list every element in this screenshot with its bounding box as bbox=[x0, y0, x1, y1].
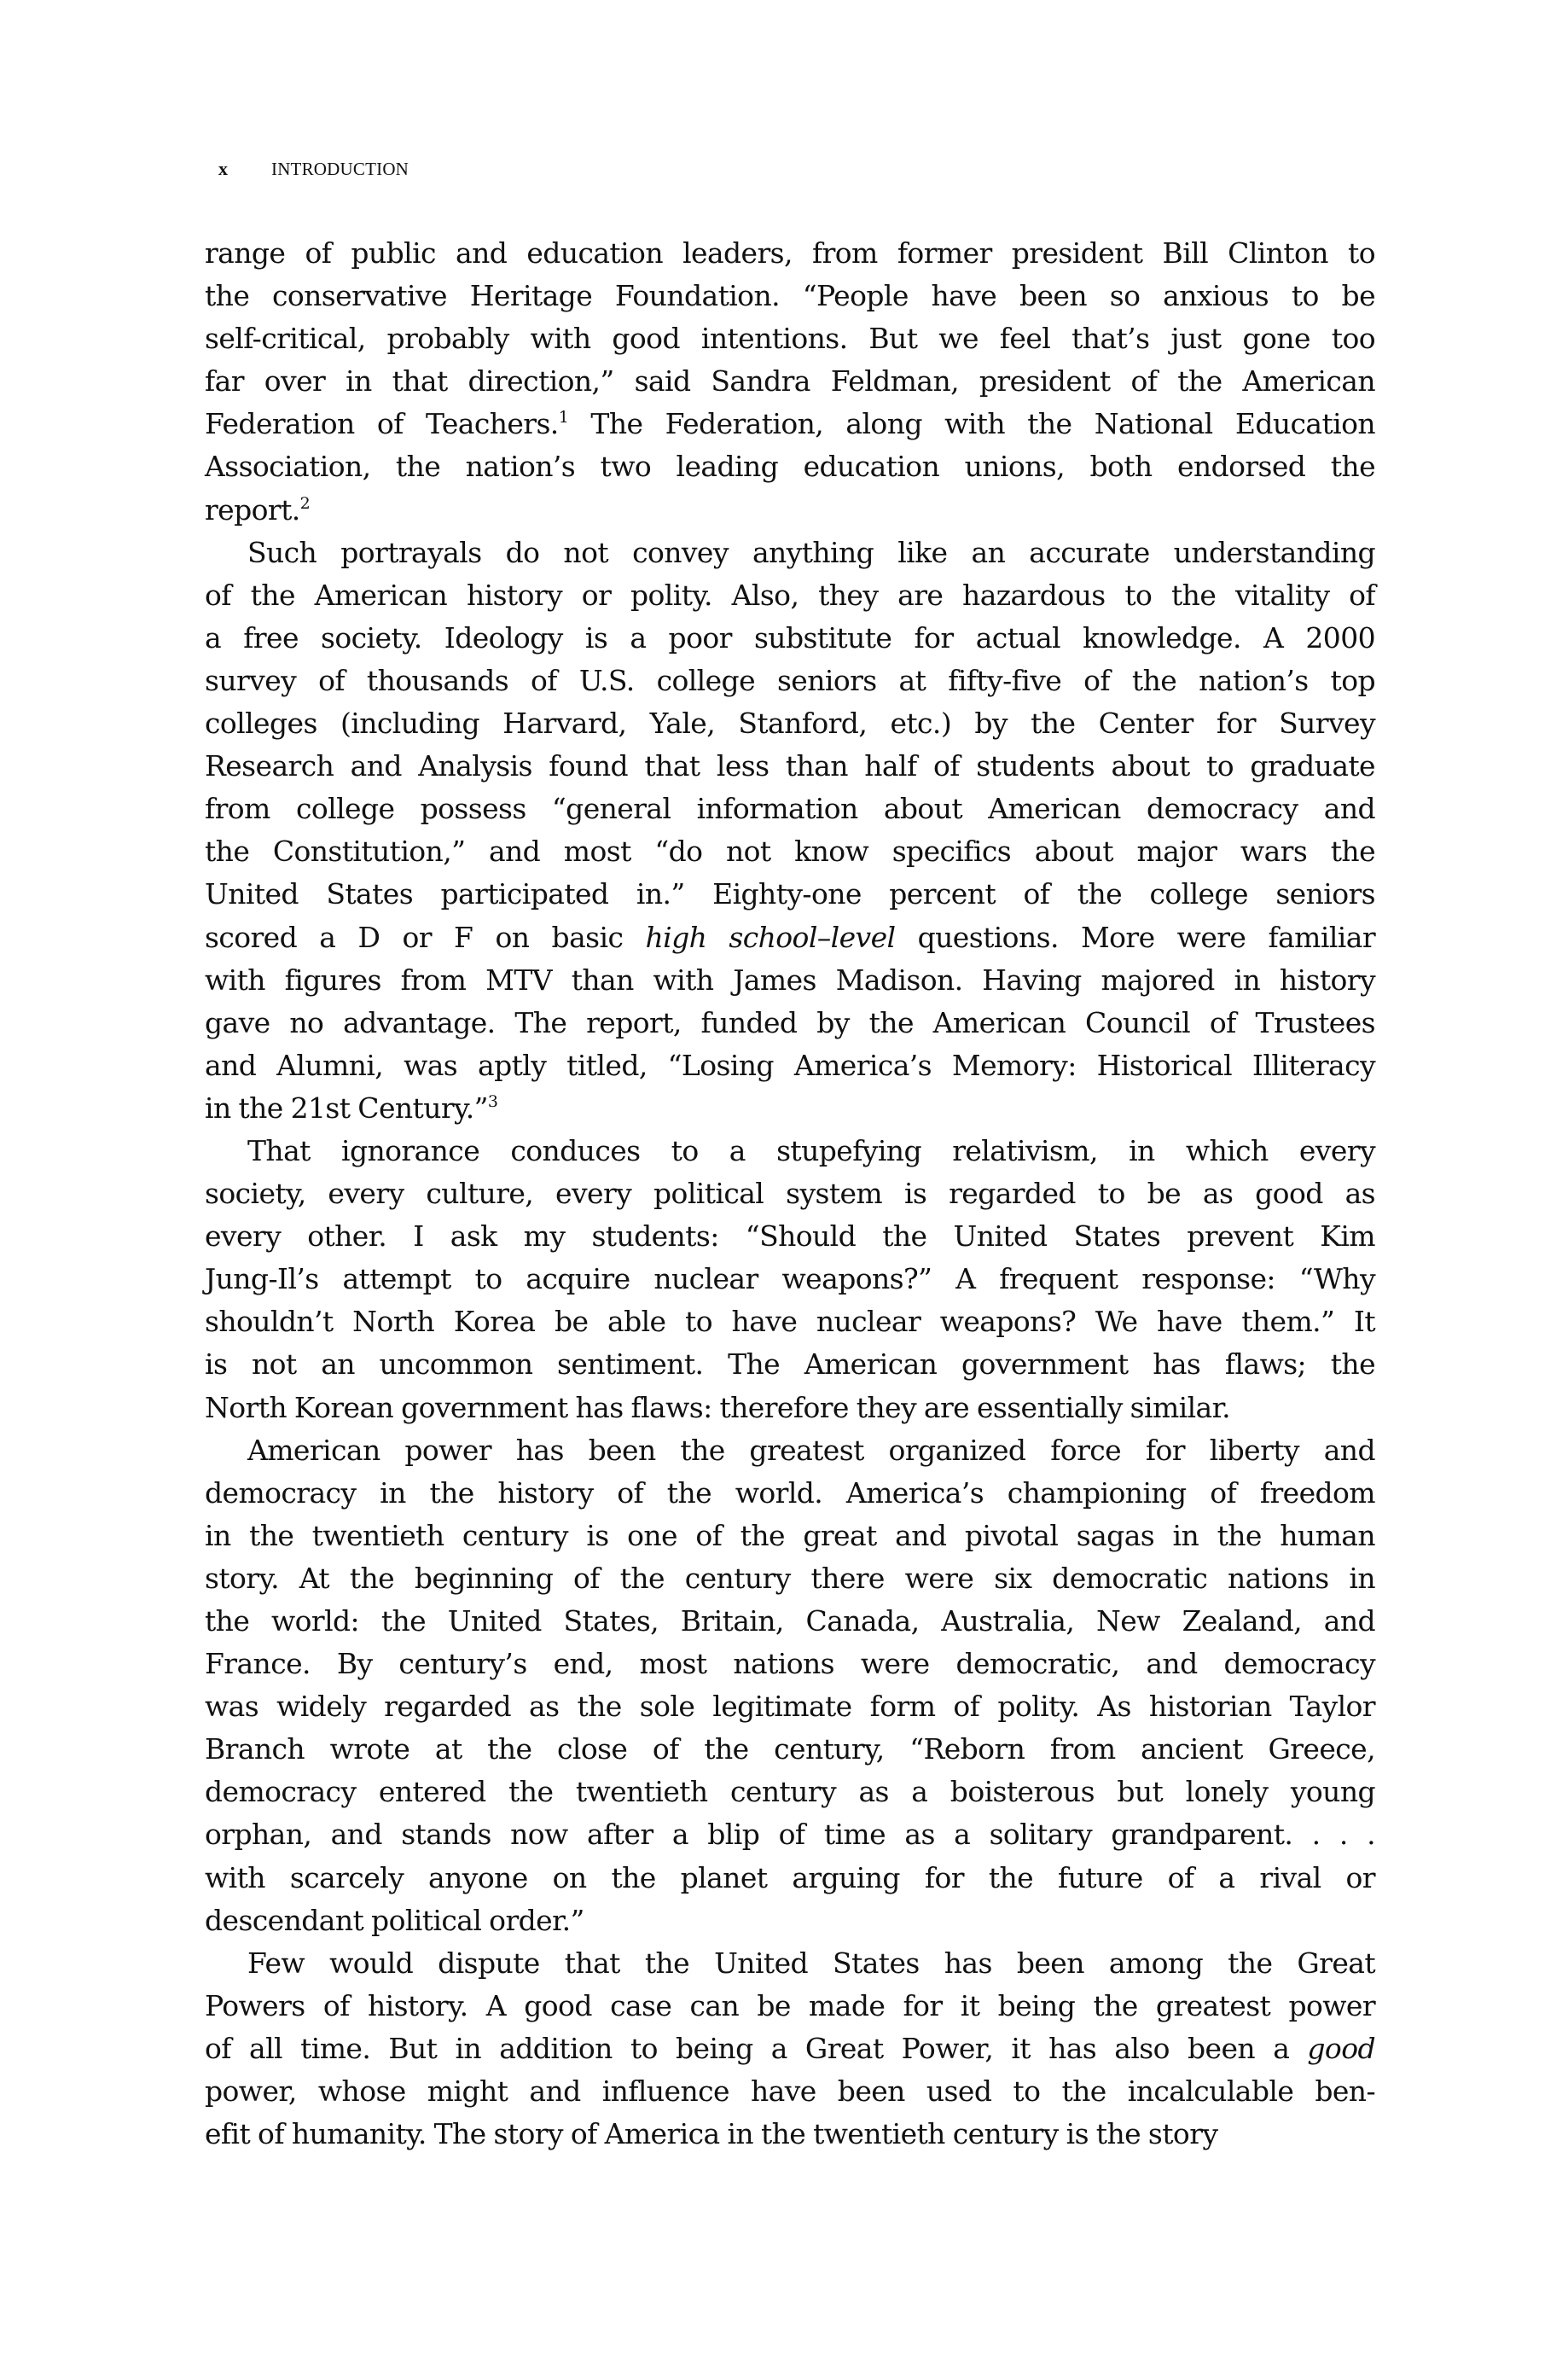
text-line bbox=[205, 916, 1375, 959]
italic-text: good bbox=[1307, 2031, 1375, 2065]
page-number: x bbox=[218, 158, 228, 179]
text-run: with figures from MTV than with James Madison. Having majored in history bbox=[205, 963, 1375, 997]
text-run: and Alumni, was aptly titled, “Losing America’s Memory: Historical Illiteracy bbox=[205, 1048, 1375, 1082]
text-line bbox=[205, 1771, 1375, 1813]
text-line bbox=[205, 2070, 1375, 2113]
text-line bbox=[205, 489, 1375, 532]
text-line bbox=[205, 702, 1375, 745]
text-run: report. bbox=[205, 492, 300, 527]
paragraph bbox=[205, 1942, 1375, 2156]
text-line bbox=[205, 1643, 1375, 1685]
footnote-marker[interactable]: 2 bbox=[299, 493, 311, 513]
text-line bbox=[205, 317, 1375, 360]
text-run: society, every culture, every political system is regarded to be as good as bbox=[205, 1177, 1375, 1211]
text-line bbox=[205, 2113, 1375, 2156]
text-line bbox=[205, 830, 1375, 873]
text-run: gave no advantage. The report, funded by the American Council of Trustees bbox=[205, 1005, 1375, 1039]
text-run: Jung-Il’s attempt to acquire nuclear weapons?” A frequent response: “Why bbox=[205, 1262, 1375, 1296]
footnote-marker[interactable]: 1 bbox=[558, 408, 569, 428]
text-line bbox=[205, 1215, 1375, 1258]
section-title: INTRODUCTION bbox=[271, 159, 409, 179]
text-run: survey of thousands of U.S. college seniors at fifty-five of the nation’s top bbox=[205, 663, 1375, 697]
text-run: orphan, and stands now after a blip of time as a solitary grandparent. . . . bbox=[205, 1818, 1375, 1852]
text-run: shouldn’t North Korea be able to have nuclear weapons? We have them.” It bbox=[205, 1305, 1375, 1339]
text-run: North Korean government has flaws: therefore they are essentially similar. bbox=[205, 1390, 1231, 1424]
text-run: self-critical, probably with good intentions. But we feel that’s just gone too bbox=[205, 322, 1375, 356]
text-run: France. By century’s end, most nations were democratic, and democracy bbox=[205, 1647, 1375, 1681]
text-run: Association, the nation’s two leading education unions, both endorsed the bbox=[205, 450, 1375, 484]
text-run: Few would dispute that the United States has been among the Great bbox=[247, 1946, 1375, 1980]
text-line bbox=[205, 445, 1375, 488]
text-line bbox=[205, 574, 1375, 617]
text-line bbox=[205, 745, 1375, 788]
text-run: democracy entered the twentieth century as a boisterous but lonely young bbox=[205, 1775, 1375, 1809]
text-line bbox=[205, 1985, 1375, 2028]
text-run: far over in that direction,” said Sandra Feldman, president of the American bbox=[205, 364, 1375, 399]
body-text bbox=[205, 232, 1375, 2156]
text-line bbox=[205, 1429, 1375, 1472]
text-line bbox=[205, 403, 1375, 445]
text-run: democracy in the history of the world. America’s championing of freedom bbox=[205, 1475, 1375, 1510]
text-run: scored a D or F on basic bbox=[205, 920, 646, 954]
text-line bbox=[205, 1258, 1375, 1300]
text-line bbox=[205, 1387, 1375, 1429]
text-line bbox=[205, 1172, 1375, 1215]
text-run: Branch wrote at the close of the century, “Reborn from ancient Greece, bbox=[205, 1732, 1375, 1766]
text-line bbox=[205, 1002, 1375, 1044]
text-line bbox=[205, 788, 1375, 830]
text-run: Research and Analysis found that less than half of students about to graduate bbox=[205, 749, 1375, 783]
paragraph bbox=[205, 532, 1375, 1130]
text-run: That ignorance conduces to a stupefying relativism, in which every bbox=[247, 1133, 1375, 1167]
text-line bbox=[205, 873, 1375, 916]
text-run: with scarcely anyone on the planet arguing for the future of a rival or bbox=[205, 1860, 1375, 1894]
text-run: descendant political order.” bbox=[205, 1903, 584, 1937]
text-run: in the 21st Century.” bbox=[205, 1091, 488, 1125]
text-line bbox=[205, 360, 1375, 403]
text-line bbox=[205, 1685, 1375, 1728]
paragraph bbox=[205, 1130, 1375, 1429]
italic-text: high school–level bbox=[645, 920, 896, 954]
text-line bbox=[205, 1472, 1375, 1515]
text-run: American power has been the greatest organized force for liberty and bbox=[247, 1433, 1375, 1467]
text-run: colleges (including Harvard, Yale, Stanford, etc.) by the Center for Survey bbox=[205, 707, 1375, 741]
text-run: the conservative Heritage Foundation. “People have been so anxious to be bbox=[205, 279, 1375, 313]
text-line bbox=[205, 617, 1375, 660]
paragraph bbox=[205, 1429, 1375, 1942]
text-run: The Federation, along with the National Education bbox=[568, 407, 1375, 441]
text-line bbox=[205, 275, 1375, 317]
text-line bbox=[205, 1600, 1375, 1643]
text-line bbox=[205, 1515, 1375, 1557]
text-line bbox=[205, 1813, 1375, 1856]
text-line bbox=[205, 1343, 1375, 1386]
text-line bbox=[205, 1557, 1375, 1600]
text-run: from college possess “general information about American democracy and bbox=[205, 792, 1375, 826]
text-line bbox=[205, 2028, 1375, 2070]
text-line bbox=[205, 1130, 1375, 1172]
text-run: in the twentieth century is one of the great and pivotal sagas in the human bbox=[205, 1518, 1375, 1552]
text-run: the world: the United States, Britain, Canada, Australia, New Zealand, and bbox=[205, 1604, 1375, 1638]
text-run: United States participated in.” Eighty-one percent of the college seniors bbox=[205, 877, 1375, 911]
text-run: questions. More were familiar bbox=[895, 920, 1375, 954]
running-head bbox=[218, 159, 409, 179]
text-line bbox=[205, 1044, 1375, 1087]
text-line bbox=[205, 1942, 1375, 1985]
paragraph bbox=[205, 232, 1375, 532]
text-run: efit of humanity. The story of America in the twentieth century is the story bbox=[205, 2117, 1218, 2151]
text-line bbox=[205, 959, 1375, 1002]
text-run: story. At the beginning of the century there were six democratic nations in bbox=[205, 1561, 1375, 1595]
text-line bbox=[205, 1857, 1375, 1900]
text-run: of all time. But in addition to being a Great Power, it has also been a bbox=[205, 2031, 1308, 2065]
text-run: of the American history or polity. Also, they are hazardous to the vitality of bbox=[205, 578, 1375, 612]
text-run: a free society. Ideology is a poor substitute for actual knowledge. A 2000 bbox=[205, 620, 1375, 655]
text-run: the Constitution,” and most “do not know specifics about major wars the bbox=[205, 835, 1375, 869]
text-run: Powers of history. A good case can be made for it being the greatest power bbox=[205, 1988, 1375, 2022]
text-run: Such portrayals do not convey anything like an accurate understanding bbox=[247, 535, 1375, 569]
text-line bbox=[205, 1087, 1375, 1130]
text-run: range of public and education leaders, from former president Bill Clinton to bbox=[205, 236, 1375, 270]
text-line bbox=[205, 1300, 1375, 1343]
text-line bbox=[205, 1900, 1375, 1942]
text-line bbox=[205, 1728, 1375, 1771]
footnote-marker[interactable]: 3 bbox=[487, 1091, 498, 1111]
text-run: is not an uncommon sentiment. The American government has flaws; the bbox=[205, 1347, 1375, 1382]
text-run: was widely regarded as the sole legitimate form of polity. As historian Taylor bbox=[205, 1690, 1375, 1724]
text-line bbox=[205, 232, 1375, 275]
text-line bbox=[205, 532, 1375, 574]
text-run: Federation of Teachers. bbox=[205, 407, 559, 441]
text-run: power, whose might and influence have been used to the incalculable ben- bbox=[205, 2074, 1375, 2109]
text-run: every other. I ask my students: “Should the United States prevent Kim bbox=[205, 1219, 1375, 1254]
text-line bbox=[205, 660, 1375, 702]
